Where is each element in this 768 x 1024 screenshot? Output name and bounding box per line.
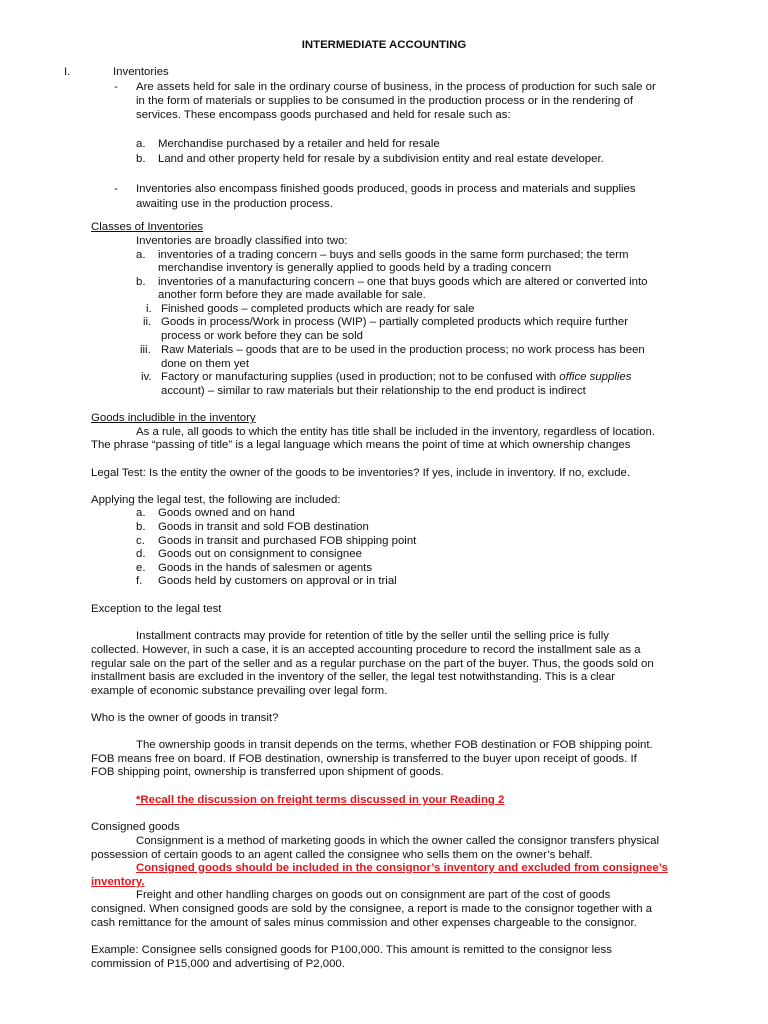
- paragraph-line: cash remittance for the amount of sales minus commission and other expenses chargeable to the consignor.: [91, 917, 637, 929]
- paragraph-line: example of economic substance prevailing over legal form.: [91, 685, 388, 697]
- paragraph-line: consigned. When consigned goods are sold by the consignee, a report is made to the consignor together with a: [91, 903, 653, 915]
- example-line: Example: Consignee sells consigned goods for P100,000. This amount is remitted to the consignor less: [91, 944, 612, 956]
- classes-intro: Inventories are broadly classified into two:: [136, 235, 348, 247]
- list-item: Goods held by customers on approval or in trial: [158, 575, 397, 587]
- paragraph-line: awaiting use in the production process.: [136, 198, 333, 210]
- bullet-dash: -: [114, 183, 118, 195]
- roman-item: done on them yet: [161, 358, 250, 370]
- paragraph-line: The phrase “passing of title” is a legal language which means the point of time at which ownership changes: [91, 439, 631, 451]
- roman-item: Raw Materials – goods that are to be used in the production process; no work process has been: [161, 344, 645, 356]
- roman-numeral: iv.: [141, 371, 152, 383]
- roman-numeral: ii.: [143, 316, 152, 328]
- list-letter: f.: [136, 575, 143, 587]
- list-item: Goods owned and on hand: [158, 507, 295, 519]
- list-item: merchandise inventory is generally applied to goods held by a trading concern: [158, 262, 552, 274]
- exception-heading: Exception to the legal test: [91, 603, 222, 615]
- bullet-dash: -: [114, 81, 118, 93]
- paragraph-line: collected. However, in such a case, it is an accepted accounting procedure to record the installment sale as a: [91, 644, 641, 656]
- definition-line: in the form of materials or supplies to be consumed in the production process or in the rendering of: [136, 95, 634, 107]
- definition-line: Are assets held for sale in the ordinary course of business, in the process of production for such sale or: [136, 81, 656, 93]
- list-item: Goods in the hands of salesmen or agents: [158, 562, 373, 574]
- includible-heading: Goods includible in the inventory: [91, 412, 256, 424]
- paragraph-line: Consignment is a method of marketing goods in which the owner called the consignor transfers physical: [136, 835, 659, 847]
- list-item: another form before they are made available for sale.: [158, 289, 426, 301]
- roman-item: Finished goods – completed products which are ready for sale: [161, 303, 475, 315]
- roman-numeral: iii.: [140, 344, 151, 356]
- roman-item-text: Factory or manufacturing supplies (used in production; not to be confused with: [161, 371, 560, 383]
- example-line: commission of P15,000 and advertising of P2,000.: [91, 958, 345, 970]
- paragraph-line: The ownership goods in transit depends on the terms, whether FOB destination or FOB shipping point.: [136, 739, 653, 751]
- paragraph-line: possession of certain goods to an agent called the consignee who sells them on the owner’s behalf.: [91, 849, 593, 861]
- list-letter: a.: [136, 138, 146, 150]
- paragraph-line: As a rule, all goods to which the entity has title shall be included in the inventory, regardless of location.: [136, 426, 655, 438]
- roman-item: process or work before they can be sold: [161, 330, 363, 342]
- definition-line: services. These encompass goods purchased and held for resale such as:: [136, 109, 511, 121]
- list-letter: b.: [136, 521, 146, 533]
- paragraph-line: installment basis are excluded in the inventory of the seller, the legal test notwithstanding. This is a clear: [91, 671, 616, 683]
- list-item: Goods out on consignment to consignee: [158, 548, 362, 560]
- paragraph-line: FOB shipping point, ownership is transferred upon shipment of goods.: [91, 766, 444, 778]
- consignment-rule: Consigned goods should be included in the consignor’s inventory and excluded from consignee’s: [136, 862, 668, 874]
- roman-item: account) – similar to raw materials but their relationship to the end product is indirect: [161, 385, 586, 397]
- list-item: Goods in transit and sold FOB destination: [158, 521, 369, 533]
- list-letter: d.: [136, 548, 146, 560]
- list-item: Merchandise purchased by a retailer and held for resale: [158, 138, 440, 150]
- list-letter: a.: [136, 507, 146, 519]
- list-item: inventories of a manufacturing concern – one that buys goods which are altered or converted into: [158, 276, 648, 288]
- document-title: INTERMEDIATE ACCOUNTING: [301, 39, 467, 51]
- consigned-heading: Consigned goods: [91, 821, 180, 833]
- roman-item: Goods in process/Work in process (WIP) – partially completed products which require further: [161, 316, 628, 328]
- list-letter: a.: [136, 249, 146, 261]
- paragraph-line: Freight and other handling charges on goods out on consignment are part of the cost of goods: [136, 889, 611, 901]
- transit-question: Who is the owner of goods in transit?: [91, 712, 279, 724]
- list-letter: b.: [136, 153, 146, 165]
- consignment-rule: inventory.: [91, 876, 145, 888]
- list-item: inventories of a trading concern – buys and sells goods in the same form purchased; the term: [158, 249, 629, 261]
- office-supplies-emphasis: office supplies: [559, 371, 632, 383]
- legal-test: Legal Test: Is the entity the owner of the goods to be inventories? If yes, include in inventory. If no, exclude.: [91, 467, 631, 479]
- list-item: Land and other property held for resale by a subdivision entity and real estate developer.: [158, 153, 604, 165]
- paragraph-line: FOB means free on board. If FOB destination, ownership is transferred to the buyer upon receipt of goods. If: [91, 753, 637, 765]
- list-letter: e.: [136, 562, 146, 574]
- roman-numeral: i.: [146, 303, 152, 315]
- paragraph-line: Installment contracts may provide for retention of title by the seller until the selling price is fully: [136, 630, 609, 642]
- list-letter: c.: [136, 535, 145, 547]
- section-heading: Inventories: [113, 66, 169, 78]
- section-numeral: I.: [64, 66, 71, 78]
- applying-intro: Applying the legal test, the following are included:: [91, 494, 341, 506]
- classes-heading: Classes of Inventories: [91, 221, 204, 233]
- paragraph-line: regular sale on the part of the seller and as a regular purchase on the part of the buyer. Thus, the goods sold on: [91, 658, 654, 670]
- paragraph-line: Inventories also encompass finished goods produced, goods in process and materials and supplies: [136, 183, 636, 195]
- recall-note: *Recall the discussion on freight terms discussed in your Reading 2: [136, 794, 505, 806]
- list-letter: b.: [136, 276, 146, 288]
- roman-item: [161, 370, 631, 384]
- list-item: Goods in transit and purchased FOB shipping point: [158, 535, 417, 547]
